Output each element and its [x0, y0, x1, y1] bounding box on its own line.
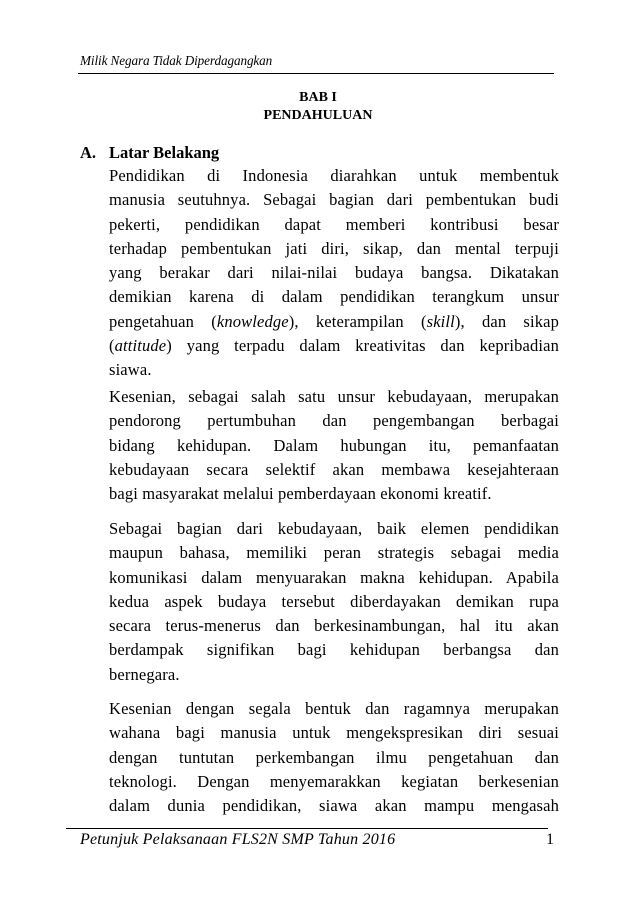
paragraph-line: bernegara. — [109, 664, 180, 684]
paragraph-line: dengan tuntutan perkembangan ilmu pengetahuan dan — [109, 747, 559, 767]
header-divider — [78, 73, 554, 74]
paragraph-line: siawa. — [109, 360, 152, 380]
paragraph-line: dalam dunia pendidikan, siawa akan mampu mengasah — [109, 796, 559, 816]
paragraph-line: pekerti, pendidikan dapat memberi kontribusi besar — [109, 214, 559, 234]
paragraph-3 — [109, 517, 559, 687]
paragraph-line: berdampak signifikan bagi kehidupan berbangsa dan — [109, 640, 559, 660]
footer-title: Petunjuk Pelaksanaan FLS2N SMP Tahun 2016 — [80, 831, 396, 848]
chapter-title: PENDAHULUAN — [263, 108, 373, 123]
paragraph-1 — [109, 164, 559, 383]
italic-term: skill — [426, 311, 455, 331]
paragraph-line: kedua aspek budaya tersebut diberdayakan demikan rupa — [109, 591, 559, 611]
paragraph-4 — [109, 697, 559, 818]
paragraph-line: bidang kehidupan. Dalam hubungan itu, pemanfaatan — [109, 435, 559, 455]
paragraph-line: wahana bagi manusia untuk mengekspresikan diri sesuai — [109, 723, 559, 743]
paragraph-line: teknologi. Dengan menyemarakkan kegiatan berkesenian — [109, 771, 559, 791]
italic-term: attitude — [114, 336, 167, 356]
paragraph-line: Kesenian dengan segala bentuk dan ragamnya merupakan — [109, 699, 559, 718]
italic-term: knowledge — [216, 311, 289, 331]
paragraph-line: pendorong pertumbuhan dan pengembangan berbagai — [109, 411, 559, 431]
paragraph-line: bagi masyarakat melalui pemberdayaan ekonomi kreatif. — [109, 484, 492, 504]
paragraph-line: terhadap pembentukan jati diri, sikap, dan mental terpuji — [109, 238, 559, 258]
paragraph-line: secara terus-menerus dan berkesinambungan, hal itu akan — [109, 616, 559, 636]
paragraph-line: demikian karena di dalam pendidikan terangkum unsur — [109, 287, 559, 307]
paragraph-2 — [109, 385, 559, 506]
paragraph-line: komunikasi dalam menyuarakan makna kehidupan. Apabila — [109, 567, 559, 587]
paragraph-line: Pendidikan di Indonesia diarahkan untuk membentuk — [109, 166, 559, 185]
paragraph-line: kebudayaan secara selektif akan membawa kesejahteraan — [109, 459, 559, 479]
paragraph-line: manusia seutuhnya. Sebagai bagian dari pembentukan budi — [109, 190, 559, 210]
running-header: Milik Negara Tidak Diperdagangkan — [80, 53, 273, 68]
paragraph-line: Sebagai bagian dari kebudayaan, baik elemen pendidikan — [109, 519, 559, 538]
paragraph-line: maupun bahasa, memiliki peran strategis sebagai media — [109, 543, 559, 563]
chapter-number: BAB I — [299, 90, 337, 105]
page-number: 1 — [546, 831, 554, 848]
paragraph-line: yang berakar dari nilai-nilai budaya bangsa. Dikatakan — [109, 263, 559, 283]
section-label: A. — [80, 143, 97, 162]
paragraph-line: Kesenian, sebagai salah satu unsur kebudayaan, merupakan — [109, 387, 559, 406]
paragraph-line: (attitude) yang terpadu dalam kreativitas dan kepribadian — [109, 336, 559, 356]
paragraph-line: pengetahuan (knowledge), keterampilan (skill), dan sikap — [109, 311, 559, 331]
section-title: Latar Belakang — [109, 143, 220, 162]
footer-divider — [66, 828, 548, 829]
